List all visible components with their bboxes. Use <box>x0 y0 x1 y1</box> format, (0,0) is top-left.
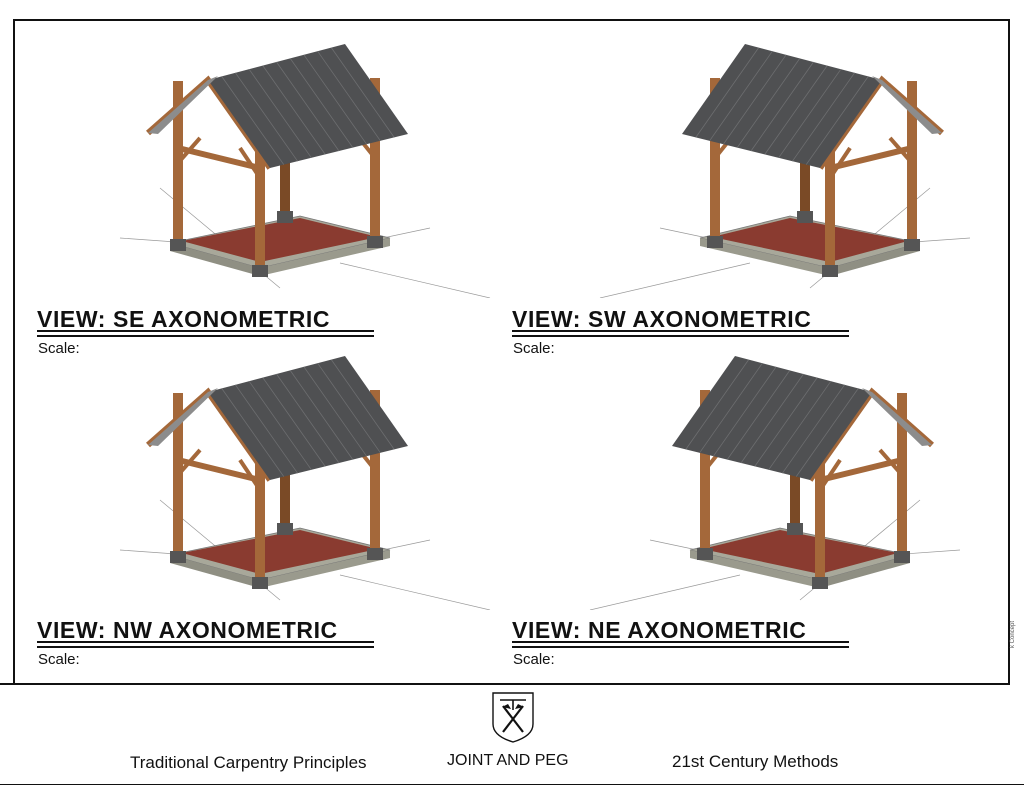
pavilion-render-se <box>100 38 520 298</box>
pavilion-render-sw <box>570 38 990 298</box>
post-base <box>277 211 293 223</box>
pavilion-render-nw <box>100 350 520 610</box>
post-base <box>787 523 803 535</box>
post-base <box>904 239 920 251</box>
post-base <box>277 523 293 535</box>
footer-brand-text: JOINT AND PEG <box>447 752 569 769</box>
footer-right-text: 21st Century Methods <box>672 752 839 771</box>
post-base <box>894 551 910 563</box>
post-base <box>367 236 383 248</box>
title-underline-se <box>37 330 374 337</box>
scale-label-se: Scale: <box>38 340 80 357</box>
view-title-se: VIEW: SE AXONOMETRIC <box>37 306 331 332</box>
post-base <box>707 236 723 248</box>
post-base <box>170 551 186 563</box>
footer-bottom-rule <box>0 784 1024 785</box>
dimension-line <box>340 575 490 610</box>
dimension-line <box>340 263 490 298</box>
side-note: k Concept <box>1010 620 1016 648</box>
title-underline-nw <box>37 641 374 648</box>
post-base <box>822 265 838 277</box>
post-base <box>252 577 268 589</box>
post-base <box>367 548 383 560</box>
scale-label-sw: Scale: <box>513 340 555 357</box>
view-title-ne: VIEW: NE AXONOMETRIC <box>512 617 807 643</box>
scale-label-ne: Scale: <box>513 651 555 668</box>
view-title-sw: VIEW: SW AXONOMETRIC <box>512 306 812 332</box>
pavilion-render-ne <box>560 350 980 610</box>
dimension-line <box>600 263 750 298</box>
footer-left-text: Traditional Carpentry Principles <box>130 753 367 772</box>
scale-label-nw: Scale: <box>38 651 80 668</box>
post-base <box>812 577 828 589</box>
post-base <box>797 211 813 223</box>
sheet-bottom-rule <box>0 683 1010 685</box>
post-base <box>170 239 186 251</box>
joint-and-peg-logo-icon <box>490 690 536 744</box>
view-title-nw: VIEW: NW AXONOMETRIC <box>37 617 338 643</box>
post-base <box>252 265 268 277</box>
dimension-line <box>590 575 740 610</box>
title-underline-sw <box>512 330 849 337</box>
post-base <box>697 548 713 560</box>
title-underline-ne <box>512 641 849 648</box>
